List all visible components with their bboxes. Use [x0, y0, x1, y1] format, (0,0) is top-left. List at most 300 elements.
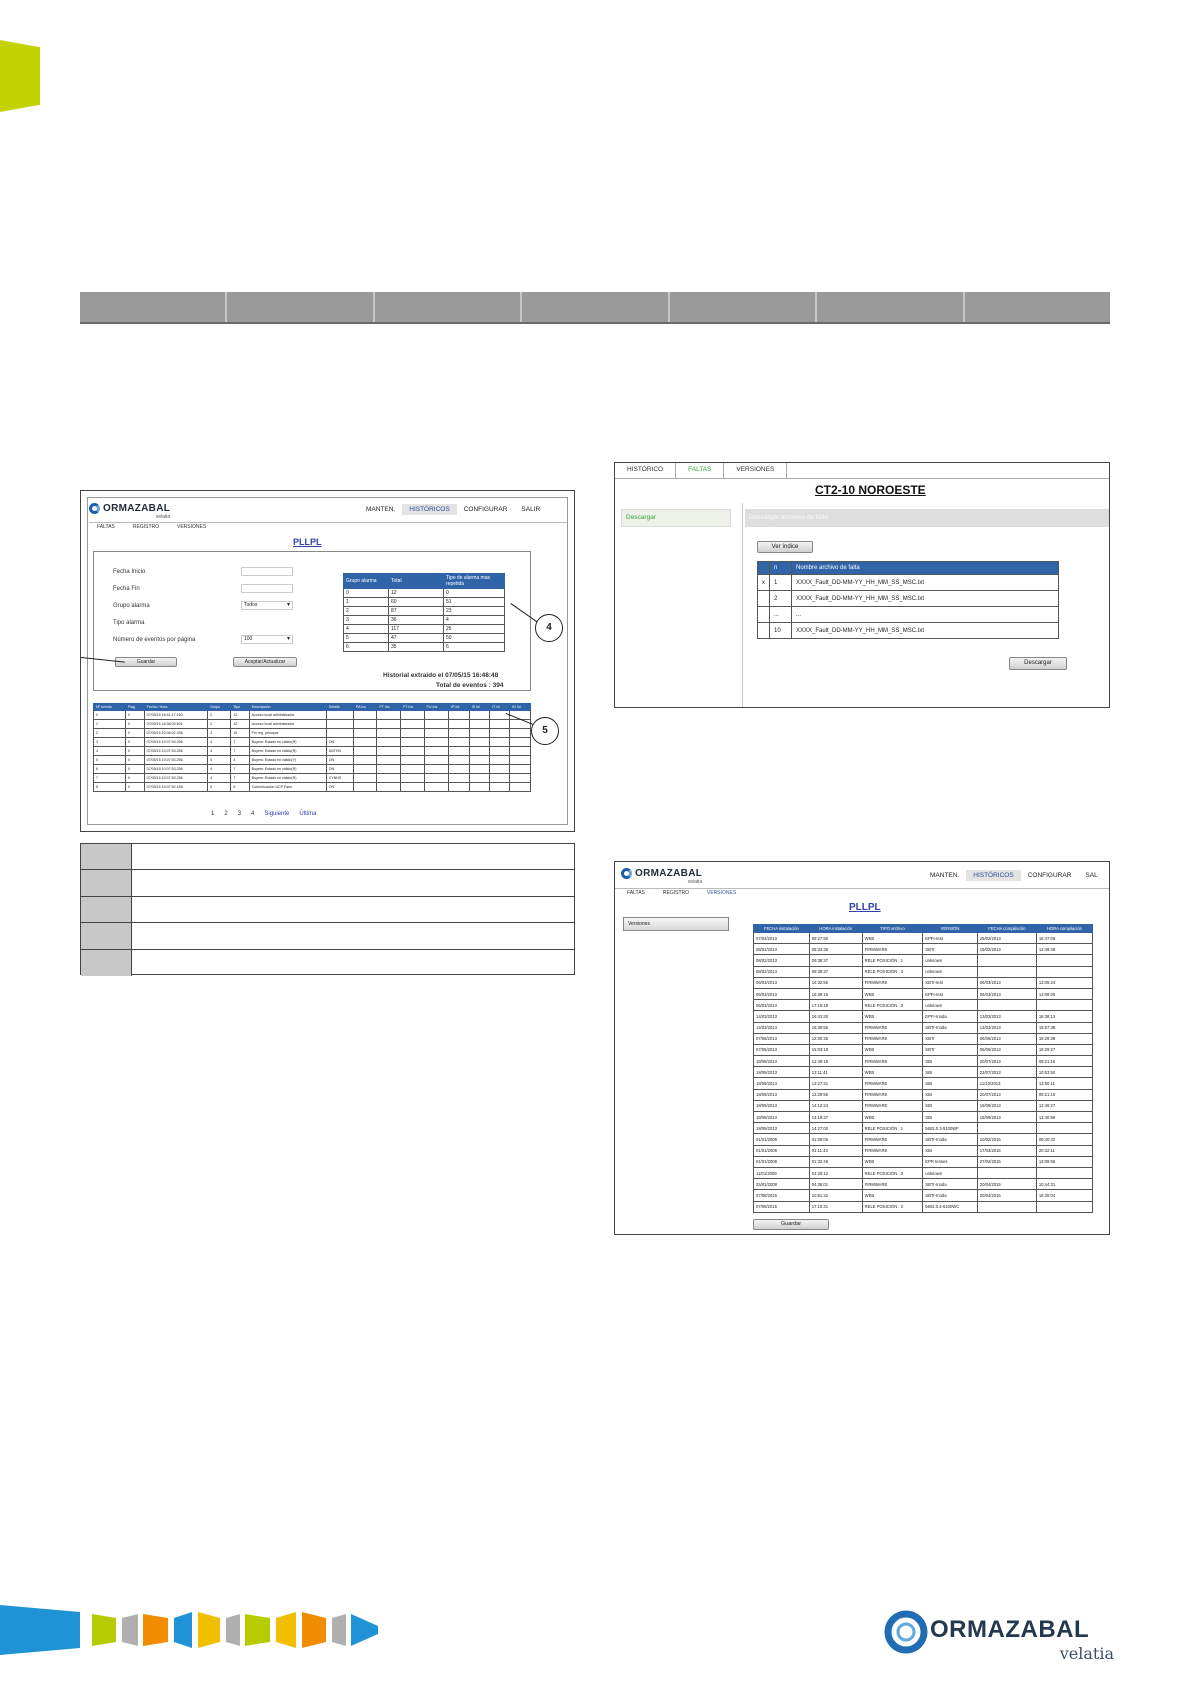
nav-salir[interactable]: SALIR — [521, 506, 541, 513]
pagination — [211, 811, 316, 817]
tab-historico[interactable]: HISTÓRICO — [615, 463, 676, 478]
events-cell — [326, 729, 353, 738]
events-cell: 0 — [126, 720, 145, 729]
versions-cell: FIRMWARE — [862, 944, 923, 955]
files-col-header — [758, 562, 770, 575]
summary-row — [344, 589, 505, 598]
summary-cell: 6 — [344, 643, 389, 652]
alarm-summary-table — [343, 573, 505, 652]
summary-col-header: Tipo de alarma mas repetida — [444, 574, 505, 589]
guardar-button[interactable]: Guardar — [115, 657, 177, 667]
versions-cell — [977, 966, 1036, 977]
stripe — [122, 1614, 138, 1646]
events-cell — [353, 720, 376, 729]
files-cell: XXXX_Fault_DD-MM-YY_HH_MM_SS_MSC.txt — [792, 591, 1059, 607]
events-cell: 07/05/15 16:38:09.601 — [144, 720, 207, 729]
table-row — [754, 1044, 1093, 1055]
summary-cell: 25 — [444, 625, 505, 634]
grupo-alarma-select[interactable]: Todos ▾ — [241, 601, 293, 610]
versions-cell: unknown — [923, 966, 978, 977]
events-cell — [401, 729, 424, 738]
stripe-blue-band — [0, 1605, 80, 1655]
events-cell: 2 — [208, 711, 231, 720]
versions-cell: SBI — [923, 1112, 978, 1123]
events-cell — [377, 774, 401, 783]
events-cell — [401, 738, 424, 747]
legend-key-cell — [81, 897, 132, 922]
table-row — [758, 623, 1059, 639]
events-cell: Acceso local administrador — [249, 720, 326, 729]
table-row — [94, 756, 531, 765]
nav-historicos[interactable]: HISTÓRICOS — [966, 870, 1020, 881]
events-cell: 1 — [94, 720, 126, 729]
events-cell — [448, 765, 469, 774]
versions-cell: 18/09/2013 — [977, 1100, 1036, 1111]
events-cell — [448, 738, 469, 747]
page-link[interactable]: 4 — [251, 811, 255, 817]
versions-cell: 27/02/2015 — [977, 1156, 1036, 1167]
versions-cell: SBTr-Inoda — [923, 1190, 978, 1201]
fecha-fin-label: Fecha Fin — [113, 586, 140, 592]
events-col-header: Flag — [126, 704, 145, 711]
events-cell — [353, 756, 376, 765]
table-row — [754, 1179, 1093, 1190]
versions-cell: 13:50:11 — [1036, 1078, 1092, 1089]
versions-cell: 01/01/2008 — [754, 1134, 810, 1145]
stripe — [143, 1614, 168, 1646]
events-cell: 7 — [94, 774, 126, 783]
events-cell: Acceso local administrador — [249, 711, 326, 720]
events-cell: 4 — [208, 756, 231, 765]
versions-cell: 07/06/2013 — [754, 1044, 810, 1055]
header-bar-cell — [522, 292, 669, 322]
header-bar-cell — [80, 292, 227, 322]
versions-cell: 01:32:46 — [809, 1156, 862, 1167]
events-cell: ON — [326, 765, 353, 774]
versions-cell — [1036, 1000, 1092, 1011]
stripe — [92, 1614, 116, 1646]
table-row — [754, 1067, 1093, 1078]
sub-navigation — [627, 890, 736, 896]
table-row — [754, 988, 1093, 999]
versions-cell — [1036, 1167, 1092, 1178]
summary-cell: 23 — [444, 607, 505, 616]
events-cell — [448, 711, 469, 720]
versions-cell: 20/07/2013 — [977, 1089, 1036, 1100]
versions-cell: EPFr-test — [923, 933, 978, 944]
files-col-header: n — [770, 562, 792, 575]
sidebar-item-descargar[interactable]: Descargar — [621, 509, 731, 527]
section-band: Descargar archivos de falta — [745, 509, 1109, 527]
page-link[interactable]: 3 — [237, 811, 242, 817]
summary-row — [344, 616, 505, 625]
tab-versiones[interactable]: VERSIONES — [724, 463, 787, 478]
summary-cell: 6 — [444, 643, 505, 652]
events-cell: 4 — [231, 756, 249, 765]
versions-cell: 01:11:43 — [809, 1145, 862, 1156]
files-cell: 1 — [770, 575, 792, 591]
events-cell — [353, 774, 376, 783]
summary-cell: 117 — [389, 625, 444, 634]
events-cell: 6 — [94, 765, 126, 774]
versions-cell: 01/01/2008 — [754, 1156, 810, 1167]
table-row — [754, 1167, 1093, 1178]
footer-brand-sub: velatia — [1059, 1644, 1114, 1663]
versions-cell: 07/02/2013 — [754, 933, 810, 944]
events-cell: 4 — [208, 765, 231, 774]
events-cell: 07/05/15 10:07:53.256 — [144, 774, 207, 783]
page-link[interactable]: 2 — [224, 811, 228, 817]
table-row — [94, 774, 531, 783]
versions-cell: 09:27:50 — [809, 933, 862, 944]
events-cell — [490, 765, 510, 774]
events-cell — [490, 756, 510, 765]
events-cell — [424, 711, 448, 720]
section-header-bar — [80, 292, 1110, 324]
summary-row — [344, 634, 505, 643]
table-row — [754, 1056, 1093, 1067]
subnav-versiones[interactable]: VERSIONES — [177, 524, 207, 530]
ormazabal-swirl-icon — [884, 1610, 928, 1654]
events-col-header: Nº evento — [94, 704, 126, 711]
events-cell: 4 — [208, 747, 231, 756]
versions-cell: SBTr — [923, 1044, 978, 1055]
table-row — [94, 765, 531, 774]
callout-4: 4 — [535, 614, 563, 642]
versions-cell: SBI — [923, 1100, 978, 1111]
nav-configurar[interactable]: CONFIGURAR — [1027, 872, 1072, 879]
versions-cell: 18/09/2013 — [754, 1056, 810, 1067]
table-row — [94, 783, 531, 792]
events-cell: 0 — [126, 756, 145, 765]
files-cell: ... — [792, 607, 1059, 623]
legend-key-cell — [81, 923, 132, 948]
versions-cell: 18/09/2013 — [754, 1089, 810, 1100]
events-cell: 2 — [208, 720, 231, 729]
table-row — [754, 1078, 1093, 1089]
events-cell — [448, 747, 469, 756]
events-cell — [377, 747, 401, 756]
versions-cell: 09:34:36 — [809, 944, 862, 955]
tab-bar — [615, 463, 1109, 479]
versions-cell: EPFr-test — [923, 988, 978, 999]
summary-cell: 4 — [344, 625, 389, 634]
table-row — [754, 1134, 1093, 1145]
versions-cell: 14:12:24 — [809, 1100, 862, 1111]
versions-cell: FIRMWARE — [862, 1179, 923, 1190]
table-row — [754, 1112, 1093, 1123]
faltas-screenshot — [614, 462, 1110, 708]
legend-value-cell — [132, 923, 574, 948]
num-eventos-select[interactable]: 100 ▾ — [241, 635, 293, 644]
subnav-registro[interactable]: REGISTRO — [132, 524, 160, 530]
subnav-faltas[interactable]: FALTAS — [627, 890, 645, 896]
events-cell: 0 — [126, 711, 145, 720]
versions-cell: 04:36:01 — [809, 1179, 862, 1190]
versions-cell: 16:30:04 — [1036, 1190, 1092, 1201]
header-bar-cell — [817, 292, 964, 322]
versions-cell: 25/01/2008 — [754, 1179, 810, 1190]
versions-cell: WEB — [862, 1067, 923, 1078]
versions-table — [753, 924, 1093, 1213]
table-row — [754, 1089, 1093, 1100]
events-cell — [510, 774, 531, 783]
events-cell: 7 — [231, 765, 249, 774]
versions-col-header: FECHA instalación — [754, 925, 810, 933]
events-cell — [510, 738, 531, 747]
events-cell — [401, 783, 424, 792]
events-cell: 3 — [208, 729, 231, 738]
events-cell: 4 — [208, 738, 231, 747]
legend-value-cell — [132, 844, 574, 869]
events-cell: Buyers: Estado en válido(R) — [249, 747, 326, 756]
versions-cell: SBTr-Inoda — [923, 1179, 978, 1190]
versions-cell: 16:39:15 — [809, 988, 862, 999]
descargar-button[interactable]: Descargar — [1009, 657, 1067, 670]
events-cell — [510, 765, 531, 774]
summary-cell: 0 — [344, 589, 389, 598]
page-title[interactable]: PLLPL — [849, 902, 881, 913]
events-cell — [469, 756, 489, 765]
summary-cell: 87 — [389, 607, 444, 616]
versions-cell: RELE POSICIÓN : 3 — [862, 1000, 923, 1011]
events-cell: 12 — [231, 711, 249, 720]
versions-cell: 01:09:05 — [809, 1134, 862, 1145]
nav-sal[interactable]: SAL — [1085, 872, 1098, 879]
events-cell — [469, 729, 489, 738]
header-bar-cell — [670, 292, 817, 322]
events-cell — [326, 720, 353, 729]
nav-divider — [89, 522, 567, 523]
versions-cell: 12:00:35 — [809, 1033, 862, 1044]
versions-cell — [977, 1167, 1036, 1178]
summary-cell: 2 — [344, 607, 389, 616]
historicos-screenshot — [80, 490, 575, 832]
versions-cell: 12:49:15 — [809, 1056, 862, 1067]
table-row — [754, 1100, 1093, 1111]
files-cell: 2 — [770, 591, 792, 607]
summary-cell: 4 — [444, 616, 505, 625]
ver-indice-button[interactable]: Ver índice — [757, 541, 813, 553]
summary-cell: 60 — [389, 598, 444, 607]
events-cell — [377, 729, 401, 738]
next-page-link[interactable]: Siguiente — [264, 811, 290, 817]
events-cell: 0 — [126, 738, 145, 747]
events-table — [93, 703, 531, 792]
sidebar — [615, 503, 743, 707]
files-cell: x — [758, 575, 770, 591]
logo-ring-icon — [89, 503, 100, 514]
files-cell: XXXX_Fault_DD-MM-YY_HH_MM_SS_MSC.txt — [792, 623, 1059, 639]
legend-key-cell — [81, 844, 132, 869]
files-cell — [758, 607, 770, 623]
versions-cell: 16:41:30 — [809, 1011, 862, 1022]
events-cell: 7 — [231, 738, 249, 747]
fecha-inicio-input[interactable] — [241, 567, 293, 576]
events-col-header: PA Ins — [353, 704, 376, 711]
events-cell — [469, 720, 489, 729]
events-cell — [377, 765, 401, 774]
top-navigation — [359, 504, 547, 515]
events-cell: 0 — [94, 711, 126, 720]
events-cell: 4 — [94, 747, 126, 756]
events-cell — [510, 783, 531, 792]
events-cell — [424, 729, 448, 738]
events-col-header: IT Ini — [490, 704, 510, 711]
stripe — [332, 1614, 346, 1646]
versions-cell: 15:03:19 — [809, 1044, 862, 1055]
legend-row — [81, 950, 574, 976]
versiones-side-button[interactable]: Versiones — [623, 917, 729, 931]
events-cell — [353, 783, 376, 792]
table-row — [754, 1190, 1093, 1201]
top-navigation — [923, 870, 1105, 881]
events-col-header: Descripción — [249, 704, 326, 711]
table-row — [94, 720, 531, 729]
events-cell — [510, 729, 531, 738]
nav-manten[interactable]: MANTEN. — [930, 872, 960, 879]
events-cell: 6 — [231, 783, 249, 792]
tipo-alarma-label: Tipo alarma — [113, 620, 145, 626]
table-row — [754, 977, 1093, 988]
stripe — [174, 1612, 192, 1648]
files-cell: XXXX_Fault_DD-MM-YY_HH_MM_SS_MSC.txt — [792, 575, 1059, 591]
events-cell — [377, 738, 401, 747]
page-link[interactable]: 1 — [211, 811, 215, 817]
legend-row — [81, 844, 574, 870]
subnav-faltas[interactable]: FALTAS — [97, 524, 115, 530]
versions-cell: 16:32:56 — [809, 977, 862, 988]
versions-cell: 07/06/2013 — [754, 1033, 810, 1044]
events-cell — [490, 720, 510, 729]
grupo-alarma-label: Grupo alarma — [113, 603, 150, 609]
versions-cell: EPFr-Inoda — [923, 1011, 978, 1022]
versions-cell: 06/03/2013 — [754, 977, 810, 988]
versions-cell: 08/02/2013 — [754, 966, 810, 977]
versions-cell: 17:10:31 — [809, 1201, 862, 1212]
events-cell — [424, 774, 448, 783]
nav-historicos[interactable]: HISTÓRICOS — [402, 504, 456, 515]
events-cell — [448, 756, 469, 765]
events-cell — [469, 783, 489, 792]
nav-manten[interactable]: MANTEN. — [366, 506, 396, 513]
events-cell — [469, 774, 489, 783]
stripe — [276, 1612, 296, 1648]
versions-cell: 09:21:16 — [1036, 1089, 1092, 1100]
events-cell: 0 — [126, 747, 145, 756]
table-row — [754, 1145, 1093, 1156]
events-cell — [401, 765, 424, 774]
versions-cell: FIRMWARE — [862, 1033, 923, 1044]
events-cell: 07/05/15 16:41:17.160 — [144, 711, 207, 720]
versions-cell: RELE POSICIÓN : 2 — [862, 1201, 923, 1212]
header-bar-cell — [375, 292, 522, 322]
versions-cell: 13/03/2013 — [977, 1011, 1036, 1022]
versions-cell: FIRMWARE — [862, 1100, 923, 1111]
versions-cell: RELE POSICIÓN : 3 — [862, 966, 923, 977]
events-cell: ON — [326, 738, 353, 747]
events-col-header: Detalle — [326, 704, 353, 711]
events-cell — [490, 774, 510, 783]
versions-cell: 19/02/2013 — [977, 944, 1036, 955]
table-row — [754, 1156, 1093, 1167]
events-cell — [401, 711, 424, 720]
events-cell: 7 — [231, 747, 249, 756]
events-cell — [448, 783, 469, 792]
versions-cell: FIRMWARE — [862, 1078, 923, 1089]
events-cell: 5 — [94, 756, 126, 765]
versions-cell: 18/09/2013 — [754, 1112, 810, 1123]
guardar-button[interactable]: Guardar — [753, 1219, 829, 1230]
events-cell: 0 — [126, 765, 145, 774]
versions-cell: 5602.0.3-5100WF — [923, 1123, 978, 1134]
table-row — [754, 1022, 1093, 1033]
footer-stripes-graphic — [0, 1600, 400, 1660]
total-events-text: Total de eventos : 394 — [436, 682, 504, 689]
events-cell — [510, 756, 531, 765]
summary-row — [344, 607, 505, 616]
subnav-registro[interactable]: REGISTRO — [662, 890, 690, 896]
table-row — [754, 1011, 1093, 1022]
aceptar-actualizar-button[interactable]: Aceptar/Actualizar — [233, 657, 297, 667]
versions-cell: 10:51:32 — [809, 1190, 862, 1201]
versions-cell: RELE POSICIÓN : 1 — [862, 1123, 923, 1134]
versions-cell — [1036, 955, 1092, 966]
versions-cell: 16:39:56 — [809, 1022, 862, 1033]
page-title[interactable]: PLLPL — [293, 537, 322, 547]
table-row — [754, 1201, 1093, 1212]
versions-cell — [1036, 1123, 1092, 1134]
events-cell: Buyers: Estado en válido(R) — [249, 765, 326, 774]
versions-cell: 06/06/2013 — [977, 1044, 1036, 1055]
table-row — [754, 933, 1093, 944]
events-cell: 6 — [208, 783, 231, 792]
events-cell — [424, 783, 448, 792]
versions-cell: 04:20:12 — [809, 1167, 862, 1178]
events-cell — [469, 747, 489, 756]
nav-configurar[interactable]: CONFIGURAR — [463, 506, 508, 513]
events-cell — [353, 747, 376, 756]
versions-cell: 16:38:13 — [1036, 1011, 1092, 1022]
fecha-fin-input[interactable] — [241, 584, 293, 593]
last-page-link[interactable]: Última — [299, 811, 317, 817]
table-row — [94, 729, 531, 738]
versions-cell: 5602.0.4-5100WC — [923, 1201, 978, 1212]
events-cell: 12 — [231, 720, 249, 729]
station-title: CT2-10 NOROESTE — [815, 483, 926, 497]
events-cell — [448, 720, 469, 729]
versions-cell: 07/08/2015 — [754, 1201, 810, 1212]
versions-cell: WEB — [862, 1011, 923, 1022]
versions-cell — [977, 955, 1036, 966]
summary-cell: 35 — [389, 643, 444, 652]
summary-row — [344, 598, 505, 607]
events-cell: ANTHD — [326, 747, 353, 756]
versions-cell: 10/02/2015 — [977, 1134, 1036, 1145]
legend-value-cell — [132, 950, 574, 976]
versions-cell: 06/03/2013 — [977, 988, 1036, 999]
versions-cell: FIRMWARE — [862, 1022, 923, 1033]
table-row — [94, 738, 531, 747]
versions-cell: SBI — [923, 1056, 978, 1067]
header-bar-cell — [227, 292, 374, 322]
events-cell — [448, 774, 469, 783]
subnav-versiones[interactable]: VERSIONES — [707, 890, 737, 896]
versions-cell: WEB — [862, 988, 923, 999]
summary-row — [344, 625, 505, 634]
tab-faltas[interactable]: FALTAS — [676, 463, 724, 478]
versions-cell: SBTr — [923, 944, 978, 955]
